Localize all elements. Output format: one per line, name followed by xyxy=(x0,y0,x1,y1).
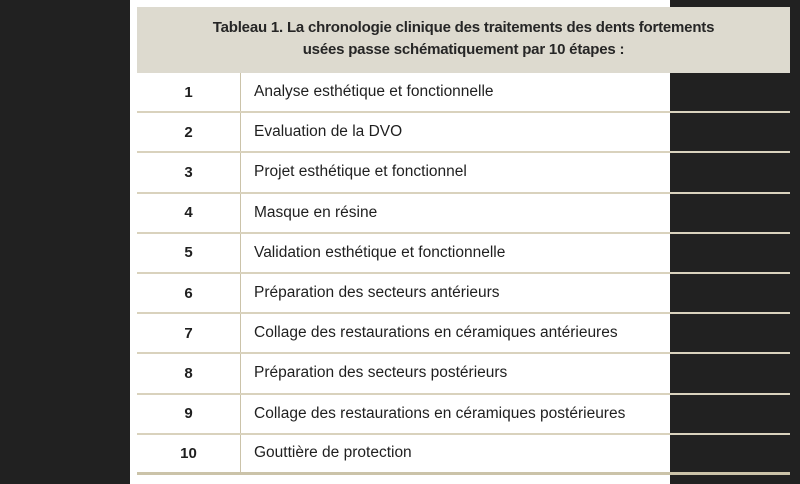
table-row xyxy=(137,234,790,274)
step-number: 7 xyxy=(137,314,241,352)
step-label: Préparation des secteurs postérieurs xyxy=(254,364,508,382)
table-row xyxy=(137,113,790,153)
table-title xyxy=(137,7,790,73)
table-row xyxy=(137,73,790,113)
step-label: Evaluation de la DVO xyxy=(254,123,403,141)
table-row xyxy=(137,435,790,475)
table-title-line-1: Tableau 1. La chronologie clinique des traitements des dents fortements xyxy=(212,19,715,36)
step-number: 8 xyxy=(137,354,241,392)
step-number: 5 xyxy=(137,234,241,272)
step-number: 3 xyxy=(137,153,241,191)
step-number: 1 xyxy=(137,73,241,111)
step-number: 4 xyxy=(137,194,241,232)
step-number: 6 xyxy=(137,274,241,312)
table-row xyxy=(137,314,790,354)
step-number: 10 xyxy=(137,435,241,472)
step-label: Analyse esthétique et fonctionnelle xyxy=(254,83,494,101)
table-row xyxy=(137,194,790,234)
step-label: Collage des restaurations en céramiques postérieures xyxy=(254,404,626,422)
table-row xyxy=(137,153,790,193)
table-title-line-2: usées passe schématiquement par 10 étapes : xyxy=(302,41,625,58)
step-label: Collage des restaurations en céramiques antérieures xyxy=(254,324,618,342)
table-row xyxy=(137,274,790,314)
step-label: Gouttière de protection xyxy=(254,444,412,462)
table-row xyxy=(137,354,790,394)
step-label: Préparation des secteurs antérieurs xyxy=(254,284,500,302)
table-row xyxy=(137,395,790,435)
step-label: Projet esthétique et fonctionnel xyxy=(254,163,467,181)
step-number: 9 xyxy=(137,395,241,433)
table-body xyxy=(137,73,790,475)
step-label: Masque en résine xyxy=(254,203,378,221)
step-number: 2 xyxy=(137,113,241,151)
step-label: Validation esthétique et fonctionnelle xyxy=(254,243,506,261)
document-page xyxy=(130,0,715,484)
